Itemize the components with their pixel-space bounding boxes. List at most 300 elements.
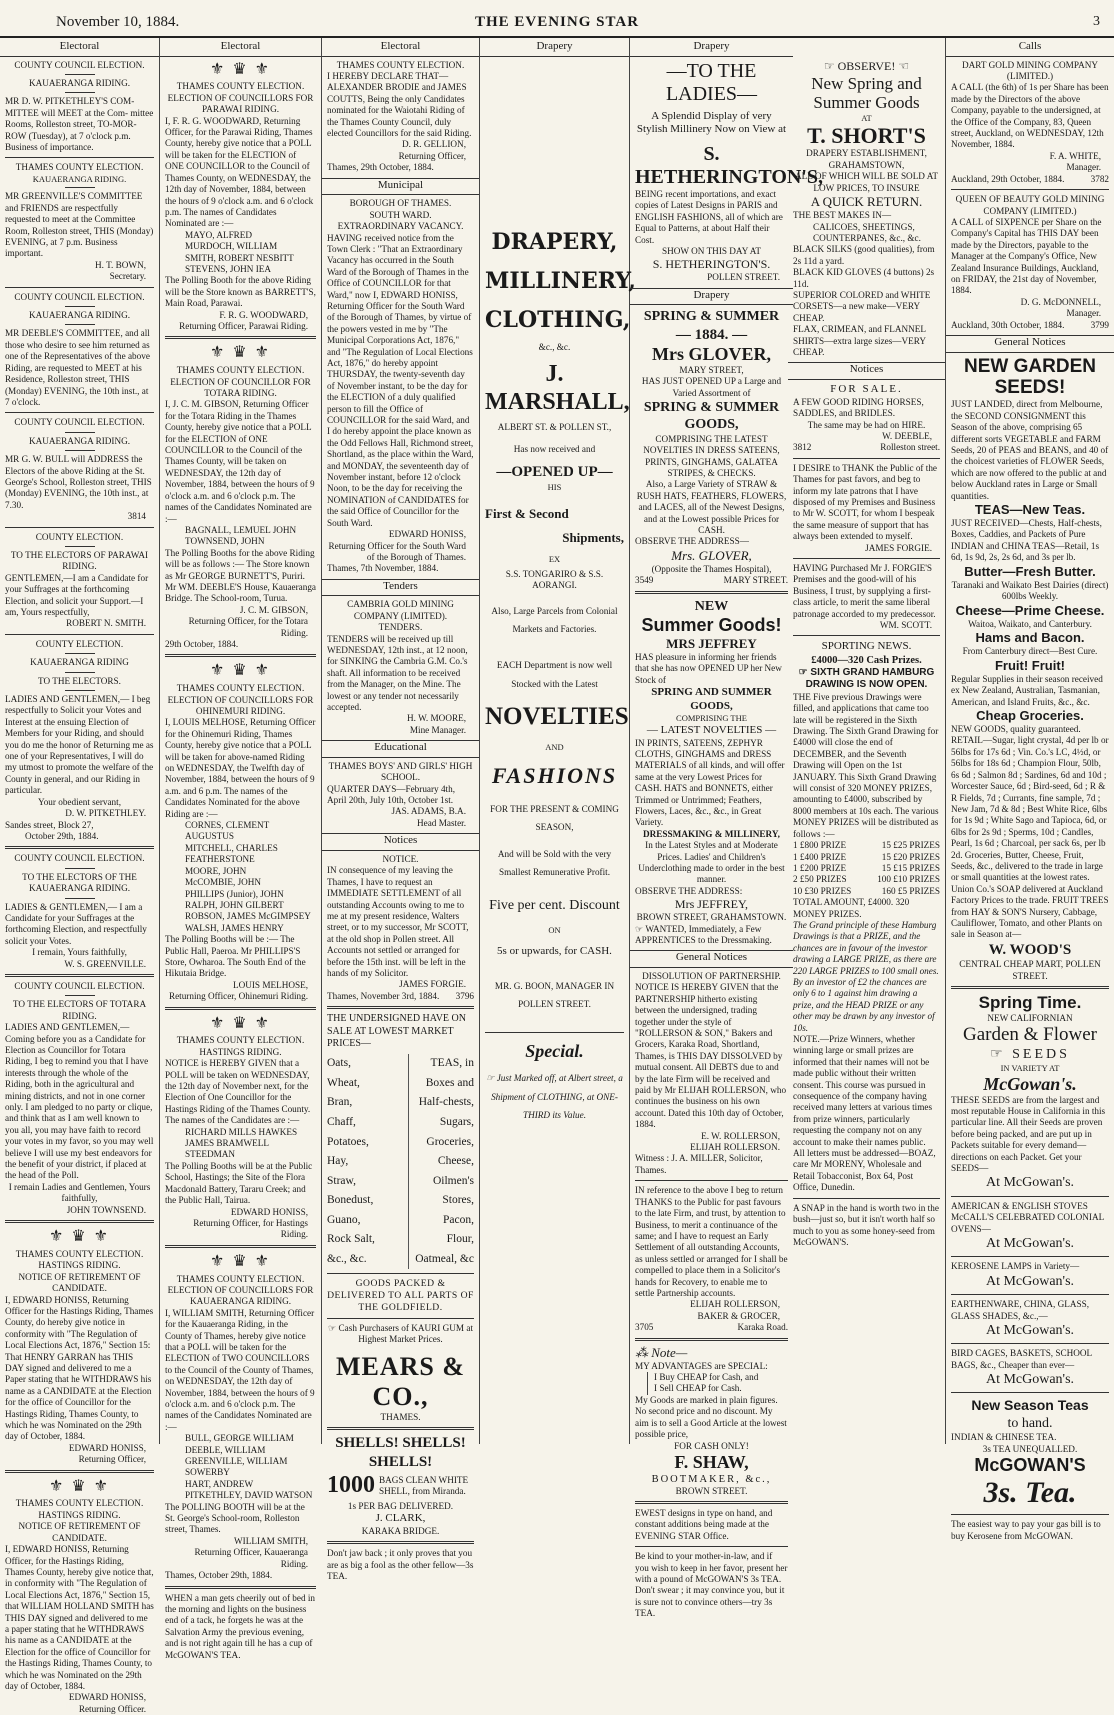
section-head: General Notices <box>630 950 793 968</box>
season-line: FOR THE PRESENT & COMING SEASON, <box>490 803 619 833</box>
list-item: RALPH, JOHN GILBERT <box>185 899 284 910</box>
observe-line: OBSERVE THE ADDRESS— <box>635 536 749 547</box>
quick-return-line: A QUICK RETURN. <box>810 194 923 210</box>
at-mcgowans: At McGowan's. <box>985 1322 1075 1338</box>
hams-heading: Hams and Bacon. <box>975 630 1085 646</box>
royal-crest-icon: ⚜ ♛ ⚜ <box>209 1252 272 1270</box>
spring-heading: Spring Time. <box>978 993 1082 1013</box>
section-head: Educational <box>322 740 479 758</box>
street-line: POLLEN STREET. <box>707 272 780 283</box>
hams-body: From Canterbury direct—Best Cure. <box>962 646 1098 657</box>
ad-body: MR D. W. PITKETHLEY'S COM- MITTEE will MEET at the Com- mittee Rooms, Rolleston street, TO-MOR- ROW (Tuesday), at 7 o'clock p.m. Business of importance. <box>5 96 154 153</box>
candidate-list <box>165 1127 316 1161</box>
column-4 <box>480 38 636 1444</box>
ad-to: TO THE ELECTORS. <box>38 675 121 686</box>
ad-body: HAS pleasure in informing her friends that she has now OPENED UP her New Stock of <box>635 651 782 685</box>
ad-signature-role: Mine Manager. <box>409 724 466 735</box>
ad-signature: H. T. BOWN, <box>95 259 146 270</box>
ad-date: October 29th, 1884. <box>25 830 99 841</box>
wanted-line: ☞ WANTED, Immediately, a Few APPRENTICES to the Dressmaking. <box>635 923 772 945</box>
prize-row <box>793 874 940 885</box>
list-item: Potatoes, <box>327 1135 369 1148</box>
ad-sub: ELECTION OF COUNCILLORS FOR PARAWAI RIDING. <box>167 92 314 115</box>
prize-row <box>793 863 940 874</box>
ad-place: Rolleston street. <box>880 442 940 453</box>
ad-signature: W. S. GREENVILLE. <box>64 958 146 969</box>
prize-cell: 15 £25 PRIZES <box>881 840 940 851</box>
section-head: Calls <box>946 40 1114 57</box>
ad-body: I, EDWARD HONISS, Returning Officer for the Hastings Riding, Thames County, do hereby give notice in conformity with "The Regulation of Local Elections Act, 1876," Section 15: That HENRY GARRAN has THIS DAY signed and delivered to me a Paper stating that he WITHDRAWS his name as a CANDIDATE at the Election for the office of Councillor for the Hastings Riding, Thames County, to which he was Nominated on the 29th day of October, 1884. <box>5 1294 154 1442</box>
observe-line: OBSERVE THE ADDRESS: <box>635 885 743 896</box>
ad-body: BEING recent importations, and exact copies of Latest Designs in PARIS and ENGLISH FASHIONS, all of which are Equal to Patterns, at about Half their Cost. <box>635 188 783 245</box>
list-item: Straw, <box>327 1174 356 1187</box>
list-item: MITCHELL, CHARLES FEATHERSTONE <box>185 842 278 865</box>
trade-line: BOOTMAKER, &c., <box>651 1473 772 1485</box>
ad-price: 1s PER BAG DELIVERED. <box>347 1500 454 1511</box>
ad-title: SHELLS! SHELLS! SHELLS! <box>335 1435 466 1470</box>
firm-name: Mrs GLOVER, <box>652 344 771 365</box>
seeds-heading: NEW GARDEN SEEDS! <box>964 355 1096 399</box>
prize-cell: 1 £800 PRIZE <box>793 840 847 851</box>
firm-name-2: Mrs. GLOVER, <box>671 547 752 563</box>
ad-title: THAMES COUNTY ELECTION. <box>176 81 305 92</box>
ad-number: 3796 <box>455 990 474 1001</box>
californian-line: NEW CALIFORNIAN <box>987 1012 1073 1023</box>
ad-place: Sandes street, Block 27, <box>5 819 94 830</box>
ad-date: Auckland, 29th October, 1884. <box>951 173 1065 184</box>
ad-body: HAVING Purchased Mr J. FORGIE'S Premises and the good-will of his Business, I trust, by supplying a first-class article, to merit the same liberal patronage accorded to my predecessor. <box>793 562 936 619</box>
list-item: SMITH, ROBERT NESBITT <box>185 252 294 263</box>
ad-signature: W. DEEBLE, <box>882 430 932 441</box>
corsets-line: SUPERIOR COLORED and WHITE CORSETS—a new make—VERY CHEAP. <box>793 290 931 323</box>
ad-riding: HASTINGS RIDING. <box>38 1509 121 1520</box>
list-item: Chaff, <box>327 1116 356 1128</box>
prize-cell: 1 £200 PRIZE <box>793 862 847 873</box>
ad-number: 3799 <box>1090 319 1109 330</box>
new-teas-heading: New Season Teas <box>971 1397 1089 1414</box>
filler-paragraph: EWEST designs in type on hand, and constant additions being made at the EVENING STAR Office. <box>635 1508 773 1541</box>
ad-title: COUNTY ELECTION. <box>35 531 124 542</box>
novelties-line: NOVELTIES <box>485 703 629 731</box>
ad-riding: KAUAERANGA RIDING. <box>28 310 131 321</box>
ad-title: FOR SALE. <box>830 383 903 396</box>
paper-title: THE EVENING STAR <box>474 14 640 30</box>
ad-riding: KAUAERANGA RIDING. <box>32 173 127 184</box>
ad-signature: F. A. WHITE, <box>1049 150 1101 161</box>
ad-body: MR G. W. BULL will ADDRESS the Electors of the above Riding at the St. George's School, Rolleston street, THIS (Monday) EVENING, the 10th inst., at 7.30. <box>5 454 152 510</box>
list-item: RICHARD MILLS HAWKES <box>185 1126 298 1137</box>
section-head: General Notices <box>946 335 1114 353</box>
ad-body: QUARTER DAYS—February 4th, April 20th, July 10th, October 1st. <box>327 783 455 806</box>
list-item: Oats, <box>327 1057 351 1070</box>
column-7 <box>946 38 1114 1541</box>
headline-clothing: CLOTHING, <box>485 307 631 334</box>
ad-body: I HEREBY DECLARE THAT— ALEXANDER BRODIE and JAMES COUTTS, Being the only Candidates nominated for the Waiotahi Riding of the Thames County Council, duly elected Councillors for the said Riding. <box>327 71 472 139</box>
drawing-heading: ☞ SIXTH GRAND HAMBURG DRAWING IS NOW OPEN. <box>798 667 935 691</box>
opened-line: —OPENED UP— <box>496 463 613 480</box>
prize-cell: 15 £15 PRIZES <box>881 862 940 873</box>
stoves-line: AMERICAN & ENGLISH STOVES McCALL'S CELEBRATED COLONIAL OVENS— <box>951 1200 1104 1234</box>
ad-body: IN consequence of my leaving the Thames, I have to request an IMMEDIATE SETTLEMENT of all outstanding Accounts owing to me to me at my present residence, Walters street, or to my successor, Mr SCOTT, at the old shop in Pollen street. All Accounts not settled or arranged for before the 15th inst. will be left in the hands of my Solicitor. <box>327 865 469 978</box>
ad-signature-role: Returning Officer, Ohinemuri Riding. <box>168 991 308 1002</box>
ad-riding: KAUAERANGA RIDING <box>30 657 129 668</box>
ad-signature-2: ELIJAH ROLLERSON. <box>690 1142 780 1153</box>
ad-riding: HASTINGS RIDING. <box>38 1260 121 1271</box>
ad-signature: EDWARD HONISS, <box>68 1442 146 1453</box>
list-item: PHILLIPS (Junior), JOHN <box>185 888 284 899</box>
cages-line: BIRD CAGES, BASKETS, SCHOOL BAGS, &c., Cheaper than ever— <box>951 1348 1092 1370</box>
prize-cell: 1 £400 PRIZE <box>793 851 847 862</box>
ad-signature: EDWARD HONISS, <box>68 1692 146 1703</box>
list-item: DEEBLE, WILLIAM <box>185 1444 266 1455</box>
list-item: Sugars, <box>439 1116 474 1128</box>
mcgowans-heading-2: McGOWAN'S <box>974 1454 1086 1475</box>
teas-body: JUST RECEIVED—Chests, Half-chests, Boxes, Caddies, and Packets of Pure INDIAN and CHINA TEAS—Retail, 1s 6d, 1s 9d, 2s, 2s 6d, and 3s per lb. <box>951 518 1102 563</box>
best-line: THE BEST MAKES IN— <box>793 210 892 221</box>
column-6 <box>788 38 946 1444</box>
ad-body-2: My Goods are marked in plain figures. No second price and no discount. My aim is to sell a Good Article at the lowest possible price, <box>635 1394 787 1440</box>
lamps-line: KEROSENE LAMPS in Variety— <box>951 1261 1080 1272</box>
goods-heading: SPRING & SUMMER GOODS, <box>643 400 780 433</box>
black-silks-line: BLACK SILKS (good qualities), from 2s 11d a yard. <box>793 244 935 266</box>
ad-signature: J. C. M. GIBSON, <box>239 604 308 615</box>
new-line: NEW <box>694 598 729 614</box>
ad-body: A CALL (the 6th) of 1s per Share has been made by the Directors of the above Company, payable to the undersigned, at the Office of the Company, 83, Queen street, Auckland, on WEDNESDAY, 12th November, 1884. <box>951 82 1109 150</box>
ad-title: THAMES COUNTY ELECTION. <box>176 365 305 376</box>
year-line: — 1884. — <box>675 326 748 343</box>
firm-name: W. WOOD'S <box>988 941 1072 958</box>
at-line: AT <box>861 112 872 123</box>
dressmaking-body: In the Latest Styles and at Moderate Prices. Ladies' and Children's Underclothing made to order in the best manner. <box>638 840 785 885</box>
ad-signature-role: BAKER & GROCER, <box>697 1310 780 1321</box>
ad-date: Thames, 7th November, 1884. <box>327 563 439 574</box>
firm-address: ALBERT ST. & POLLEN ST., <box>497 422 612 433</box>
principle-paragraph: The Grand principle of these Hamburg Drawings is that a PRIZE, and the chances are in favour of the investor drawing a LARGE PRIZE, as there are 220 LARGE PRIZES to 100 small ones. By an investor of £2 the chances are only 6 to 1 against him drawing a prize, and the HEAD PRIZE or any other may be drawn by any investor of 10s. <box>793 919 939 1033</box>
royal-crest-icon: ⚜ ♛ ⚜ <box>209 662 272 680</box>
ad-body: A CALL of SIXPENCE per Share on the Company's Capital has THIS DAY been made by the Directors, payable to the Manager at the Company's Office, New Zealand Insurance Buildings, Auckland, on FRIDAY, the 21st day of November, 1884. <box>951 216 1102 296</box>
witness-line: Witness : J. A. MILLER, Solicitor, Thames. <box>635 1153 763 1175</box>
ad-date: 29th October, 1884. <box>165 638 239 649</box>
kauri-line: ☞ Cash Purchasers of KAURI GUM at Highest Market Prices. <box>327 1323 474 1345</box>
at-mcgowans: At McGowan's. <box>985 1372 1075 1388</box>
firm-name: MRS JEFFREY <box>666 635 757 651</box>
etc-line: &c., &c. <box>538 341 571 352</box>
ad-signature-role: Returning Officer, Parawai Riding. <box>179 320 308 331</box>
page-number: 3 <box>1093 14 1100 29</box>
firm-name: S. HETHERINGTON'S, <box>635 142 824 188</box>
prize-cell: 2 £50 PRIZES <box>793 874 847 885</box>
ad-title: THAMES COUNTY ELECTION. <box>15 162 144 173</box>
section-head: Tenders <box>322 579 479 597</box>
list-item: TEAS, in <box>430 1057 474 1070</box>
groceries-body: NEW GOODS, quality guaranteed. RETAIL—Sugar, light crystal, 4d per lb or 56lbs for 17s 6d ; Vin. Co.'s LC, 4½d, or 56lbs for 18s 6d ; Champion Flour, 50lb, 6s 6d ; Salmon 8d ; Sardines, 6d and 10d ; Worcester Sauce, 6d ; Bird-seed, 6d ; R & R Fields, 7d ; Currants, fine sample, 7d ; New Jam, 7d & 8d ; Best White Rice, 6lbs for 1s 9d ; White Sago and Tapioca, 6d, or 6lbs for 2s 9d ; Sperms, 10d ; Candles, Pearl, 1s 6d ; Charcoal, per sack 6s, per lb 2d. Groceries, Butter, Cheese, Fruit, Seeds, &c., delivered to the trade in large or small quantities at the lowest rates. Union Co.'s SOAP delivered at Auckland Factory Prices to the trade. FRUIT TREES from HAY & SON'S Nursery, Cabbage, Cauliflower, Tomato, and other Plants on sale in Season at— <box>951 724 1109 940</box>
and-line: AND <box>545 741 564 752</box>
shirts-line: FLAX, CRIMEAN, and FLANNEL SHIRTS—extra large sizes—VERY CHEAP. <box>793 324 926 358</box>
ad-signature-role: Returning Officer, for Hastings Riding. <box>193 1217 308 1240</box>
pointing-hand-icon: ☞ <box>798 667 811 679</box>
goods-list: IN PRINTS, SATEENS, ZEPHYR CLOTHS, GINGHAMS and DRESS MATERIALS of all kinds, and will offer same at the very Lowest Prices for CASH. HATS and BONNETS, either Trimmed or Untrimmed; Feathers, Flowers, Laces, &c., &c., in Great Variety. <box>635 737 785 828</box>
cheese-heading: Cheese—Prime Cheese. <box>955 602 1105 618</box>
discount-line: Five per cent. Discount <box>489 898 620 914</box>
royal-crest-icon: ⚜ ♛ ⚜ <box>209 344 272 362</box>
ad-title: BOROUGH OF THAMES. <box>349 198 452 209</box>
list-item: Rock Salt, <box>327 1233 375 1246</box>
sell-line: I Sell CHEAP for Cash. <box>654 1383 742 1394</box>
ad-place: KARAKA BRIDGE. <box>361 1526 440 1537</box>
street-line: BROWN STREET, GRAHAMSTOWN. <box>636 912 787 923</box>
prize-cell: 100 £10 PRIZES <box>877 874 940 885</box>
goods-list: COMPRISING THE LATEST NOVELTIES IN DRESS SATEENS, PRINTS, GINGHAMS, GALATEA STRIPES, & CHECKS. <box>643 433 780 479</box>
ad-signature: ELIJAH ROLLERSON, <box>690 1299 780 1310</box>
filler-paragraph: The easiest way to pay your gas bill is to buy Kerosene from McGOWAN. <box>951 1519 1101 1541</box>
pointing-hand-icon: ☞ <box>486 1073 497 1084</box>
ad-title: COUNTY COUNCIL ELECTION. <box>14 291 145 302</box>
show-line: SHOW ON THIS DAY AT <box>661 245 762 256</box>
ad-body: I, J. C. M. GIBSON, Returning Officer for the Totara Riding in the Thames County, hereby give notice that a POLL for the ELECTION of ONE COUNCILLOR to the Council of the Thames County, will be taken on WEDNESDAY, the 12th day of November, 1884, between the hours of 9 o'clock a.m. and 6 o'clock p.m. The names of the Candidates Nominated are :— <box>165 399 315 524</box>
earthenware-line: EARTHENWARE, CHINA, GLASS, GLASS SHADES, &c.,— <box>951 1299 1090 1321</box>
ad-title: DART GOLD MINING COMPANY (LIMITED.) <box>962 59 1098 82</box>
ad-signature: ROBERT N. SMITH. <box>66 618 146 629</box>
ad-signature: J. CLARK, <box>375 1512 426 1525</box>
ad-signature-role: Head Master. <box>417 817 466 828</box>
ad-body: NOTICE IS HEREBY GIVEN that the PARTNERSHIP hitherto existing between the undersigned, trading together under the style of "ROLLERSON & SON," Bakers and Grocers, Karaka Road, Shortland, Thames, is THIS DAY DISSOLVED by mutual consent. All DEBTS due to and by the late Firm will be received and paid by Mr ELIJAH ROLLERSON, who continues the business on his own account. Dated this 10th day of October, 1884. <box>635 982 787 1130</box>
list-item: BAGNALL, LEMUEL JOHN <box>185 524 297 535</box>
ad-signature-role: Secretary. <box>109 271 146 282</box>
street-line: MARY STREET, <box>679 364 744 375</box>
special-line: ☞ Just Marked off, at Albert street, a Shipment of CLOTHING, at ONE-THIRD its Value. <box>486 1073 623 1121</box>
shipment-line-2: Shipments, <box>562 530 624 546</box>
ad-signature: EDWARD HONISS, <box>388 529 466 540</box>
ad-booth: The POLLING BOOTH will be at the St. George's School-room, Rolleston street, Thames. <box>165 1501 305 1535</box>
prize-total: TOTAL AMOUNT, £4000. 320 MONEY PRIZES. <box>793 897 910 919</box>
ad-signature-role: Returning Officer, <box>78 1454 146 1465</box>
pointing-hand-icon: ☞ <box>990 1046 1013 1062</box>
prize-cell: 15 £20 PRIZES <box>881 851 940 862</box>
ad-signature: EDWARD HONISS, <box>230 1206 308 1217</box>
on-line: ON <box>548 924 561 935</box>
list-item: WALSH, JAMES HENRY <box>185 922 284 933</box>
ad-sub: ELECTION OF COUNCILLORS FOR KAUAERANGA RIDING. <box>167 1284 314 1307</box>
also-line: Also, Large Parcels from Colonial Markets and Factories. <box>491 605 618 635</box>
3s-tea-heading: 3s. Tea. <box>983 1475 1077 1509</box>
ad-body: LADIES AND GENTLEMEN,— I beg respectfully to Solicit your Votes and Interest at the ensuing Election of Members for your Riding, and should you do me the honor of Returning me as one of your Representatives, I will do my utmost to promote the welfare of the County in general, and our Riding in particular. <box>5 694 154 796</box>
establishment-line: DRAPERY ESTABLISHMENT, <box>806 148 927 159</box>
butter-heading: Butter—Fresh Butter. <box>964 563 1096 579</box>
ladies-heading: —TO THE LADIES— <box>665 59 758 105</box>
section-head: Drapery <box>480 40 629 57</box>
ad-date: Thames, November 3rd, 1884. <box>327 990 440 1001</box>
list-item: McCOMBIE, JOHN <box>185 877 262 888</box>
ad-sub: EXTRAORDINARY VACANCY. <box>337 221 464 232</box>
headline-millinery: MILLINERY, <box>485 267 636 294</box>
list-item: Oatmeal, &c <box>415 1252 474 1265</box>
ad-title: COUNTY COUNCIL ELECTION. <box>14 853 145 864</box>
section-head: Notices <box>322 833 479 851</box>
ad-signature-role: Returning Officer for the South Ward of the Borough of Thames. <box>328 540 466 562</box>
variety-line: IN VARIETY AT <box>1000 1063 1060 1074</box>
to-hand-line: to hand. <box>1007 1415 1053 1431</box>
ad-to: TO THE ELECTORS OF PARAWAI RIDING. <box>10 549 149 572</box>
asterism-icon: ⁂ <box>635 1344 652 1360</box>
sold-line: And will be Sold with the very Smallest Remunerative Profit. <box>497 848 612 878</box>
list-item: Guano, <box>327 1213 361 1226</box>
manager-line: MR. G. BOON, MANAGER IN POLLEN STREET. <box>494 980 615 1010</box>
candidate-list <box>165 525 316 548</box>
prize-row <box>793 840 940 851</box>
ad-number: 3549 <box>635 575 654 586</box>
ad-title: THAMES BOYS' AND GIRLS' HIGH SCHOOL. <box>328 760 473 783</box>
list-item: Wheat, <box>327 1076 360 1089</box>
ad-title: COUNTY COUNCIL ELECTION. <box>14 59 145 70</box>
column-2 <box>160 38 322 1660</box>
ad-body: I, LOUIS MELHOSE, Returning Officer for the Ohinemuri Riding, Thames County, hereby give notice that a POLL will be taken for above-named Riding on WEDNESDAY, the Twelfth day of November, 1884, between the hours of 9 a.m. and 6 p.m. The names of the Candidates Nominated for the above Riding are :— <box>165 717 316 819</box>
cheese-body: Waitoa, Waikato, and Canterbury. <box>968 618 1092 629</box>
ad-signature: D. G. McDONNELL, <box>1020 296 1101 307</box>
mcgowans-heading: McGowan's. <box>983 1073 1077 1094</box>
ad-signature: D. R. GELLION, <box>401 139 466 150</box>
firm-name: J. MARSHALL, <box>485 360 630 415</box>
ad-date: Auckland, 30th October, 1884. <box>951 319 1065 330</box>
list-item: STEVENS, JOHN IEA <box>185 263 272 274</box>
ad-sub: TENDERS. <box>378 622 423 633</box>
ad-close: Your obedient servant, <box>37 796 122 807</box>
firm-name: T. SHORT'S <box>807 123 926 149</box>
list-item: Boxes and <box>425 1076 474 1089</box>
list-item: GREENVILLE, WILLIAM SOWERBY <box>185 1456 288 1478</box>
goods-heading: SPRING AND SUMMER GOODS, <box>651 686 772 712</box>
pointing-hand-icon: ☞ <box>823 58 838 73</box>
received-line: Has now received and <box>513 443 596 454</box>
candidate-list <box>165 230 316 276</box>
ad-signature: WM. SCOTT. <box>879 620 932 630</box>
cash-line: FOR CASH ONLY! <box>674 1440 749 1451</box>
pointing-hand-icon: ☜ <box>895 58 910 73</box>
list-item: TOWNSEND, JOHN <box>185 536 265 547</box>
ad-signature-role: Returning Officer, <box>398 150 466 161</box>
ad-ward: SOUTH WARD. <box>369 209 432 220</box>
groceries-heading: Cheap Groceries. <box>976 707 1084 723</box>
indian-chinese-line: INDIAN & CHINESE TEA. <box>951 1432 1057 1443</box>
ad-body: THE Five previous Drawings were filled, and applications that came too late will be registered in the Sixth Drawing. The Sixth Grand Drawing for £4000 will close the end of DECEMBER, and the Seventh Drawing will Open on the 1st JANUARY. This Sixth Grand Drawing will consist of 320 MONEY PRIZES, amounting to £4000, subscribed by 8000 members at 10s each. The various MONEY PRIZES will be distributed as follows :— <box>793 691 939 839</box>
special-heading: Special. <box>525 1040 584 1061</box>
ad-title: CAMBRIA GOLD MINING COMPANY (LIMITED). <box>347 599 454 621</box>
ad-title: DISSOLUTION OF PARTNERSHIP. <box>642 970 781 981</box>
observe-line: ☞ OBSERVE! ☜ <box>823 58 910 73</box>
prize-row <box>793 886 940 897</box>
ad-to: TO THE ELECTORS OF TOTARA RIDING. <box>12 999 147 1021</box>
ad-body: I DESIRE to THANK the Public of the Thames for past favors, and beg to inform my late patrons that I have disposed of my Premises and Business to Mr W. SCOTT, for whom I bespeak the same measure of support that has always been extended to myself. <box>793 462 938 542</box>
ad-body: HAVING received notice from the Town Clerk : "That an Extraordinary Vacancy has occurred in the South Ward of the Borough of Thames in the Office of COUNCILLOR for that Ward," now I, EDWARD HONISS, Returning Officer for the South Ward of the Borough of Thames, by virtue of the powers vested in me by "The Municipal Corporations Act, 1876," and "The Regulation of Local Elections Act, 1876," do hereby appoint THURSDAY, the twenty-seventh day of November instant, to be the day for the ELECTION of a duly qualified person to fill the Office of COUNCILLOR for the said Ward, and I do hereby appoint the place known as the Odd Fellows Hall, Richmond street, Shortland, as the place within the Ward, and MONDAY, the seventeenth day of November instant, before 12 o'clock Noon, to be the day for receiving the NOMINATION of CANDIDATES for the said Office of Councillor for the South Ward. <box>327 232 474 528</box>
3s-tea-line: 3s TEA UNEQUALLED. <box>982 1443 1078 1454</box>
grocery-list <box>408 1054 474 1269</box>
list-item: MAYO, ALFRED <box>185 229 253 240</box>
list-item: &c., &c. <box>327 1252 367 1265</box>
royal-crest-icon: ⚜ ♛ ⚜ <box>48 1228 111 1246</box>
ad-title: THAMES COUNTY ELECTION. <box>336 59 465 70</box>
section-head: Drapery <box>630 288 793 306</box>
ad-booth: The Polling Booths will be at the Public School, Hastings; the Site of the Flora Macdonald Battery, Tararu Creek; and the Public Hall, Tairua. <box>165 1160 313 1206</box>
place-line: GRAHAMSTOWN, <box>828 159 905 170</box>
ad-booth: The Polling Booths will be :— The Public Hall, Paeroa. Mr PHILLIPS'S Store, Owharoa. The South End of the Hikutaia Bridge. <box>165 934 306 979</box>
ad-body: HAS JUST OPENED UP a Large and Varied Assortment of <box>641 376 782 398</box>
ad-body: MY ADVANTAGES are SPECIAL: <box>635 1360 768 1371</box>
ad-number: 3814 <box>127 511 146 522</box>
headline-drapery: DRAPERY, <box>491 228 618 255</box>
street-line: MARY STREET. <box>723 575 788 586</box>
firm-name-2: Mrs JEFFREY, <box>674 897 749 912</box>
ad-body: TENDERS will be received up till WEDNESDAY, 12th inst., at 12 noon, for SINKING the Cambria G.M. Co.'s shaft. All information to be received from the Manager, on the Mine. The lowest or any tender not necessarily accepted. <box>327 633 468 712</box>
list-item: Half-chests, <box>418 1096 474 1109</box>
ad-signature: JAMES FORGIE. <box>399 979 466 990</box>
section-head: Electoral <box>0 40 159 57</box>
produce-list <box>327 1054 375 1269</box>
at-mcgowans: At McGowan's. <box>985 1235 1075 1251</box>
pointing-hand-icon: ☞ <box>635 923 646 934</box>
cash-line: 5s or upwards, for CASH. <box>497 945 612 958</box>
ad-body: MR GREENVILLE'S COMMITTEE and FRIENDS are respectfully requested to meet at the Committee Room, Rolleston street, THIS (Monday) EVENING, at 7 p.m. Business important. <box>5 191 154 259</box>
seeds-heading-2: ☞ SEEDS <box>990 1046 1070 1062</box>
ad-number: 3782 <box>1090 173 1109 184</box>
firm-address: CENTRAL CHEAP MART, POLLEN STREET. <box>959 959 1101 981</box>
ad-number: 3812 <box>793 442 812 453</box>
issue-date: November 10, 1884. <box>56 14 180 30</box>
firm-name: F. SHAW, <box>674 1451 749 1472</box>
list-item: Flour, <box>446 1233 474 1246</box>
filler-paragraph: Don't jaw back ; it only proves that you are as big a fool as the other fellow—3s TEA. <box>327 1548 474 1582</box>
makes-list: CALICOES, SHEETINGS, COUNTERPANES, &c., &c. <box>813 221 921 243</box>
ad-signature: E. W. ROLLERSON, <box>701 1130 780 1141</box>
ad-title: THAMES COUNTY ELECTION. <box>176 1273 305 1284</box>
ad-body: BAGS CLEAN WHITE SHELL, from Miranda. <box>379 1474 469 1497</box>
opposite-line: (Opposite the Thames Hospital), <box>651 563 772 574</box>
kid-gloves-line: BLACK KID GLOVES (4 buttons) 2s 11d. <box>793 267 935 289</box>
ad-body: I, F. R. G. WOODWARD, Returning Officer, for the Parawai Riding, Thames County, hereby give notice that a POLL will be taken for the ELECTION of ONE COUNCILLOR to the Council of Thames County, on WEDNESDAY, the 12th day of November, 1884, between the hours of 9 o'clock a.m. and 6 o'clock p.m. The names of Candidates Nominated are :— <box>165 115 314 229</box>
delivery-line: GOODS PACKED & DELIVERED TO ALL PARTS OF THE GOLDFIELD. <box>327 1278 474 1314</box>
royal-crest-icon: ⚜ ♛ ⚜ <box>209 60 272 78</box>
ad-place: Karaka Road. <box>737 1322 788 1333</box>
candidate-list <box>165 1433 316 1501</box>
section-head: Drapery <box>630 40 793 57</box>
section-head: Municipal <box>322 178 479 196</box>
ad-title: THAMES COUNTY ELECTION. <box>176 683 305 694</box>
shell-quantity: 1000 <box>327 1472 375 1499</box>
ad-signature: JOHN TOWNSEND. <box>66 1204 146 1215</box>
ad-signature: JAMES FORGIE. <box>865 542 932 553</box>
ad-body: GENTLEMEN,—I am a Candidate for your Suffrages at the forthcoming Election, and solicit your Support.—I am, Yours respectfully, <box>5 572 149 617</box>
at-mcgowans: At McGowan's. <box>985 1273 1075 1289</box>
list-item: Stores, <box>442 1194 474 1207</box>
teas-heading: TEAS—New Teas. <box>974 501 1086 517</box>
ad-body: A FEW GOOD RIDING HORSES, SADDLES, and BRIDLES. <box>793 396 924 419</box>
ad-signature: WILLIAM SMITH, <box>234 1535 308 1546</box>
prize-table <box>793 840 940 897</box>
comprising-line: COMPRISING THE <box>676 713 747 724</box>
summer-goods-heading: Summer Goods! <box>641 615 782 636</box>
ad-sub: ELECTION OF COUNCILLORS FOR OHINEMURI RIDING. <box>167 694 314 717</box>
ad-body: I, EDWARD HONISS, Returning Officer, for the Hastings Riding, Thames County, hereby give notice that, in conformity with "The Regulation of Local Elections Act, 1876," Section 15, that WILLIAM HOLLAND SMITH has THIS DAY signed and delivered to me a paper stating that he WITHDRAWS his name as a CANDIDATE at the Election for the office of Councillor for the Hastings Riding, Thames County, to which he was Nominated on the 29th day of October, 1884. <box>5 1544 154 1691</box>
ad-close: I remain, Yours faithfully, <box>32 947 127 958</box>
ad-title: THAMES COUNTY ELECTION. <box>15 1248 144 1259</box>
list-item: ROBSON, JAMES McGIMPSEY <box>185 911 311 922</box>
ad-also: Also, a Large Variety of STRAW & RUSH HATS, FEATHERS, FLOWERS, and LACES, all of the Newest Designs, and at the Lowest possible Prices for CASH. <box>636 479 787 536</box>
ad-body: IN reference to the above I beg to return THANKS to the Public for past favours to the late Firm, and trust, by attention to Business, to merit a continuance of the same; and I have to request an Early Settlement of all outstanding Accounts, as unless settled or arranged for I shall be compelled to place them in a Solicitor's hands for Recovery, to enable me to settle Partnership accounts. <box>635 1185 788 1298</box>
street-line: BROWN STREET. <box>675 1485 748 1496</box>
garden-flower-heading: Garden & Flower <box>962 1024 1098 1046</box>
ad-notice: NOTICE OF RETIREMENT OF CANDIDATE. <box>18 1271 141 1294</box>
prize-heading: £4000—320 Cash Prizes. <box>811 655 922 667</box>
ad-signature-role: Manager. <box>1066 308 1101 319</box>
ad-number: 3705 <box>635 1322 654 1333</box>
